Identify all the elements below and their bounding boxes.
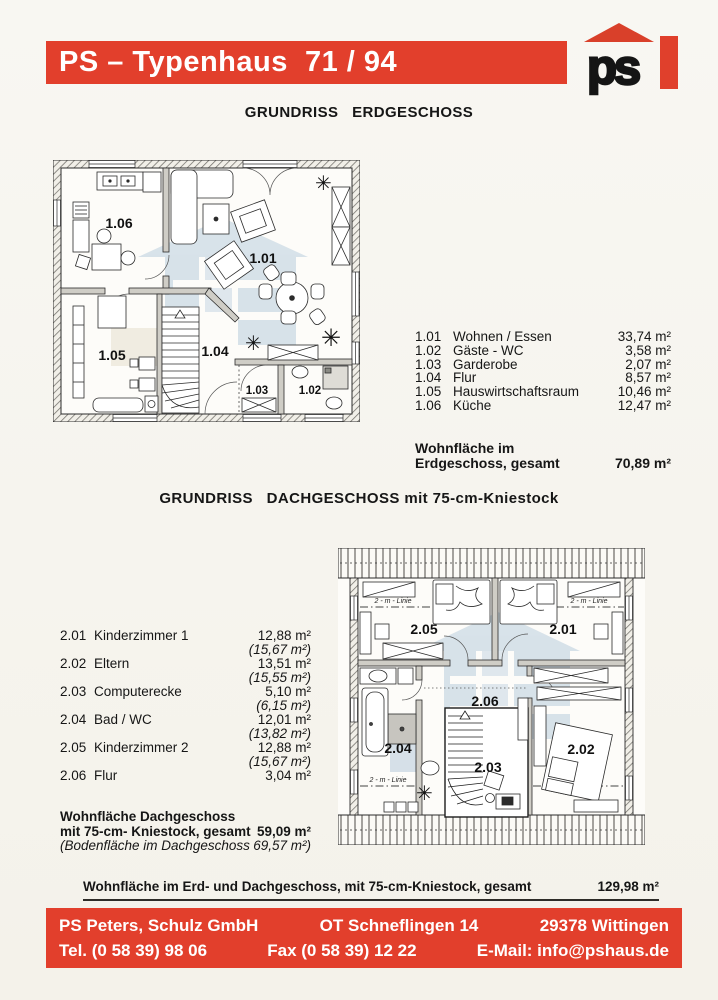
footer-contact-bar (46, 908, 682, 968)
room-label-206: 2.06 (471, 693, 499, 709)
room-area: 10,46 m² (617, 384, 671, 400)
table-row (60, 685, 311, 713)
room-label-102: 1.02 (298, 385, 322, 397)
room-floor-area: (15,67 m²) (248, 642, 311, 657)
room-name: Bad / WC (94, 712, 152, 727)
room-floor-area: (15,55 m²) (248, 670, 311, 685)
footer-line-2 (59, 938, 669, 963)
dg-total-label-line1: Wohnfläche Dachgeschoss (60, 809, 236, 824)
room-label-203: 2.03 (474, 759, 502, 775)
room-no: 2.02 (60, 656, 87, 671)
eg-total-label-line2: Erdgeschoss, gesamt (415, 455, 560, 471)
svg-text:✳: ✳ (245, 333, 262, 355)
phone-number: Tel. (0 58 39) 98 06 (59, 941, 208, 960)
city: 29378 Wittingen (539, 916, 669, 935)
room-area: 12,88 m² (257, 740, 311, 755)
header-red-bar (46, 41, 567, 84)
room-area: 3,04 m² (265, 768, 311, 783)
room-name: Flur (94, 768, 118, 783)
table-row (60, 741, 311, 769)
two-m-linie-label-left: 2 - m - Linie (374, 598, 412, 605)
grand-total-row (83, 879, 659, 901)
room-name: Hauswirtschaftsraum (453, 384, 580, 400)
room-floor-area: (15,67 m²) (248, 754, 311, 769)
eg-heading: GRUNDRISS ERDGESCHOSS (244, 104, 474, 121)
room-area: 12,88 m² (257, 628, 311, 643)
room-floor-area: (6,15 m²) (256, 698, 311, 713)
room-no: 1.04 (415, 370, 442, 386)
room-no: 2.01 (60, 628, 87, 643)
footer-line-1 (59, 913, 669, 938)
table-row (60, 769, 311, 797)
room-name: Eltern (94, 656, 130, 671)
eg-total-block (415, 441, 671, 471)
room-no: 1.05 (415, 384, 442, 400)
dg-total-value: 59,09 m² (256, 823, 311, 839)
table-row (415, 330, 671, 344)
two-m-linie-label-right: 2 - m - Linie (570, 598, 608, 605)
street-address: OT Schneflingen 14 (319, 916, 479, 935)
room-no: 2.04 (60, 712, 87, 727)
table-row (415, 385, 671, 399)
room-area: 8,57 m² (625, 370, 671, 386)
table-row (415, 371, 671, 385)
table-row (60, 629, 311, 657)
table-row (60, 713, 311, 741)
room-no: 1.03 (415, 356, 442, 372)
dg-total-block (60, 810, 311, 854)
room-name: Computerecke (94, 684, 182, 699)
room-area: 3,58 m² (625, 342, 671, 358)
page-title: PS – Typenhaus 71 / 94 (59, 46, 398, 78)
company-name: PS Peters, Schulz GmbH (59, 916, 259, 935)
room-label-104: 1.04 (201, 343, 229, 359)
dg-floor-area-value: 69,57 m²) (253, 838, 311, 853)
room-area: 33,74 m² (617, 329, 671, 344)
logo-red-block (660, 36, 678, 89)
room-name: Kinderzimmer 1 (94, 628, 189, 643)
table-row (415, 358, 671, 372)
room-area: 12,01 m² (257, 712, 311, 727)
email-address: E-Mail: info@pshaus.de (476, 941, 669, 960)
table-row (415, 344, 671, 358)
room-area: 13,51 m² (257, 656, 311, 671)
stairs (162, 307, 199, 413)
table-row (415, 399, 671, 413)
room-label-205: 2.05 (410, 621, 438, 637)
room-name: Kinderzimmer 2 (94, 740, 189, 755)
room-no: 2.03 (60, 684, 87, 699)
room-label-204: 2.04 (384, 740, 412, 756)
room-no: 1.02 (415, 342, 442, 358)
room-floor-area: (13,82 m²) (248, 726, 311, 741)
two-m-linie-label-bottom: 2 - m - Linie (369, 777, 407, 784)
room-name: Flur (453, 370, 477, 386)
ps-logo-icon (583, 20, 683, 112)
dg-floor-area-label: (Bodenfläche im Dachgeschoss (60, 838, 250, 853)
svg-text:✳: ✳ (321, 325, 342, 352)
logo-letters: ps (587, 41, 639, 95)
room-label-201: 2.01 (549, 621, 577, 637)
room-no: 1.06 (415, 397, 442, 413)
eg-total-label-line1: Wohnfläche im (415, 440, 515, 456)
grand-total-value: 129,98 m² (597, 879, 659, 894)
room-name: Gäste - WC (453, 342, 524, 358)
dachgeschoss-floor-plan (338, 548, 645, 845)
room-no: 2.05 (60, 740, 87, 755)
plant-icon: ✳ (416, 783, 433, 805)
room-area: 5,10 m² (265, 684, 311, 699)
eg-total-value: 70,89 m² (614, 455, 671, 471)
room-label-103: 1.03 (245, 385, 269, 397)
room-no: 2.06 (60, 768, 87, 783)
logo-roof-icon (584, 23, 654, 42)
room-label-105: 1.05 (98, 347, 126, 363)
room-name: Garderobe (453, 356, 518, 372)
dg-heading: GRUNDRISS DACHGESCHOSS mit 75-cm-Kniestock (159, 490, 559, 507)
dg-total-label-line2: mit 75-cm- Kniestock, gesamt (60, 823, 251, 839)
room-label-101: 1.01 (249, 250, 277, 266)
room-floor-area (60, 783, 311, 797)
room-area: 2,07 m² (625, 356, 671, 372)
room-name: Wohnen / Essen (453, 329, 552, 344)
svg-text:✳: ✳ (315, 173, 332, 195)
table-row (60, 657, 311, 685)
fax-number: Fax (0 58 39) 12 22 (267, 941, 417, 960)
grand-total-label: Wohnfläche im Erd- und Dachgeschoss, mit 75-cm-Kniestock, gesamt (83, 879, 532, 894)
room-area: 12,47 m² (617, 397, 671, 413)
room-no: 1.01 (415, 329, 442, 344)
dg-room-table (60, 629, 311, 797)
room-label-202: 2.02 (567, 741, 595, 757)
room-name: Küche (453, 397, 492, 413)
room-label-106: 1.06 (105, 215, 133, 231)
eg-room-table (415, 330, 671, 413)
erdgeschoss-floor-plan (53, 160, 360, 422)
